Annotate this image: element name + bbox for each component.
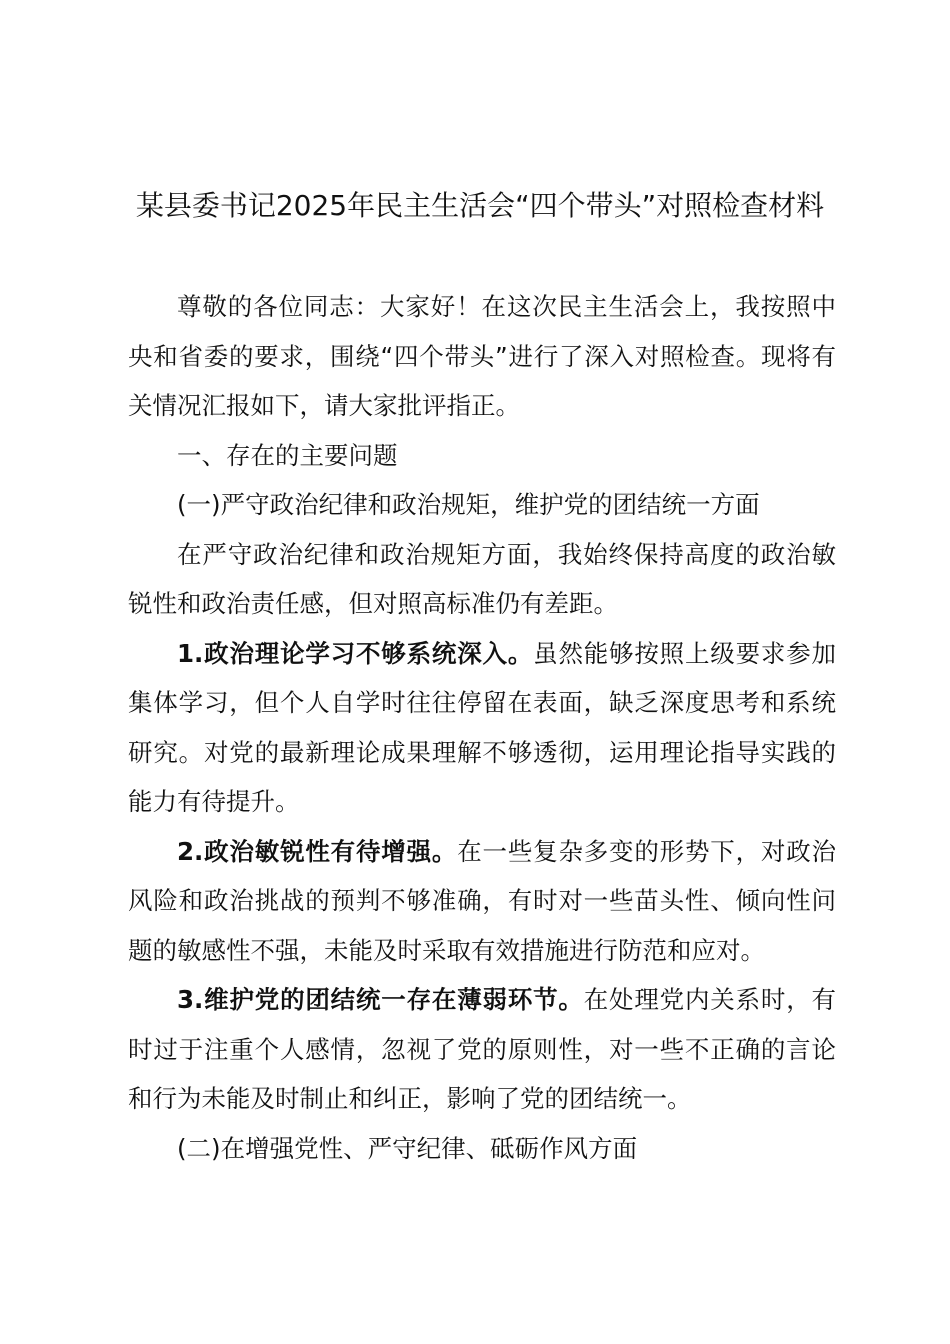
- paragraph-text: 虽然能够按照上级要求参加集体学习，但个人自学时往往停留在表面，缺乏深度思考和系统研究。对党的最新理论成果理解不够透彻，运用理论指导实践的能力有待提升。: [128, 638, 837, 816]
- paragraph-text: (一)严守政治纪律和政治规矩，维护党的团结统一方面: [177, 490, 760, 519]
- subsection-heading-2: [128, 1124, 836, 1174]
- paragraph-lead: 1.政治理论学习不够系统深入。: [177, 638, 534, 668]
- paragraph-lead: 3.维护党的团结统一存在薄弱环节。: [177, 985, 584, 1014]
- paragraph-overview: [128, 530, 836, 629]
- paragraph-text: 一、存在的主要问题: [177, 440, 398, 470]
- paragraph-text: (二)在增强党性、严守纪律、砥砺作风方面: [177, 1133, 638, 1163]
- paragraph-greeting: [128, 282, 836, 431]
- paragraph-text: 在严守政治纪律和政治规矩方面，我始终保持高度的政治敏锐性和政治责任感，但对照高标准仍有差距。: [128, 539, 836, 618]
- subsection-heading-1: [128, 480, 836, 530]
- paragraph-lead: 2.政治敏锐性有待增强。: [177, 836, 458, 866]
- paragraph-item-1: [128, 629, 836, 827]
- document-title: 某县委书记2025年民主生活会“四个带头”对照检查材料: [135, 189, 825, 222]
- paragraph-text: 在一些复杂多变的形势下，对政治风险和政治挑战的预判不够准确，有时对一些苗头性、倾向性问题的敏感性不强，未能及时采取有效措施进行防范和应对。: [128, 836, 836, 965]
- paragraph-item-2: [128, 827, 836, 976]
- paragraph-text: 在处理党内关系时，有时过于注重个人感情，忽视了党的原则性，对一些不正确的言论和行为未能及时制止和纠正，影响了党的团结统一。: [128, 985, 836, 1113]
- section-heading-1: [128, 431, 836, 481]
- paragraph-text: 尊敬的各位同志：大家好！在这次民主生活会上，我按照中央和省委的要求，围绕“四个带头”进行了深入对照检查。现将有关情况汇报如下，请大家批评指正。: [128, 292, 836, 420]
- paragraph-item-3: [128, 975, 836, 1124]
- document-body: [128, 282, 836, 1173]
